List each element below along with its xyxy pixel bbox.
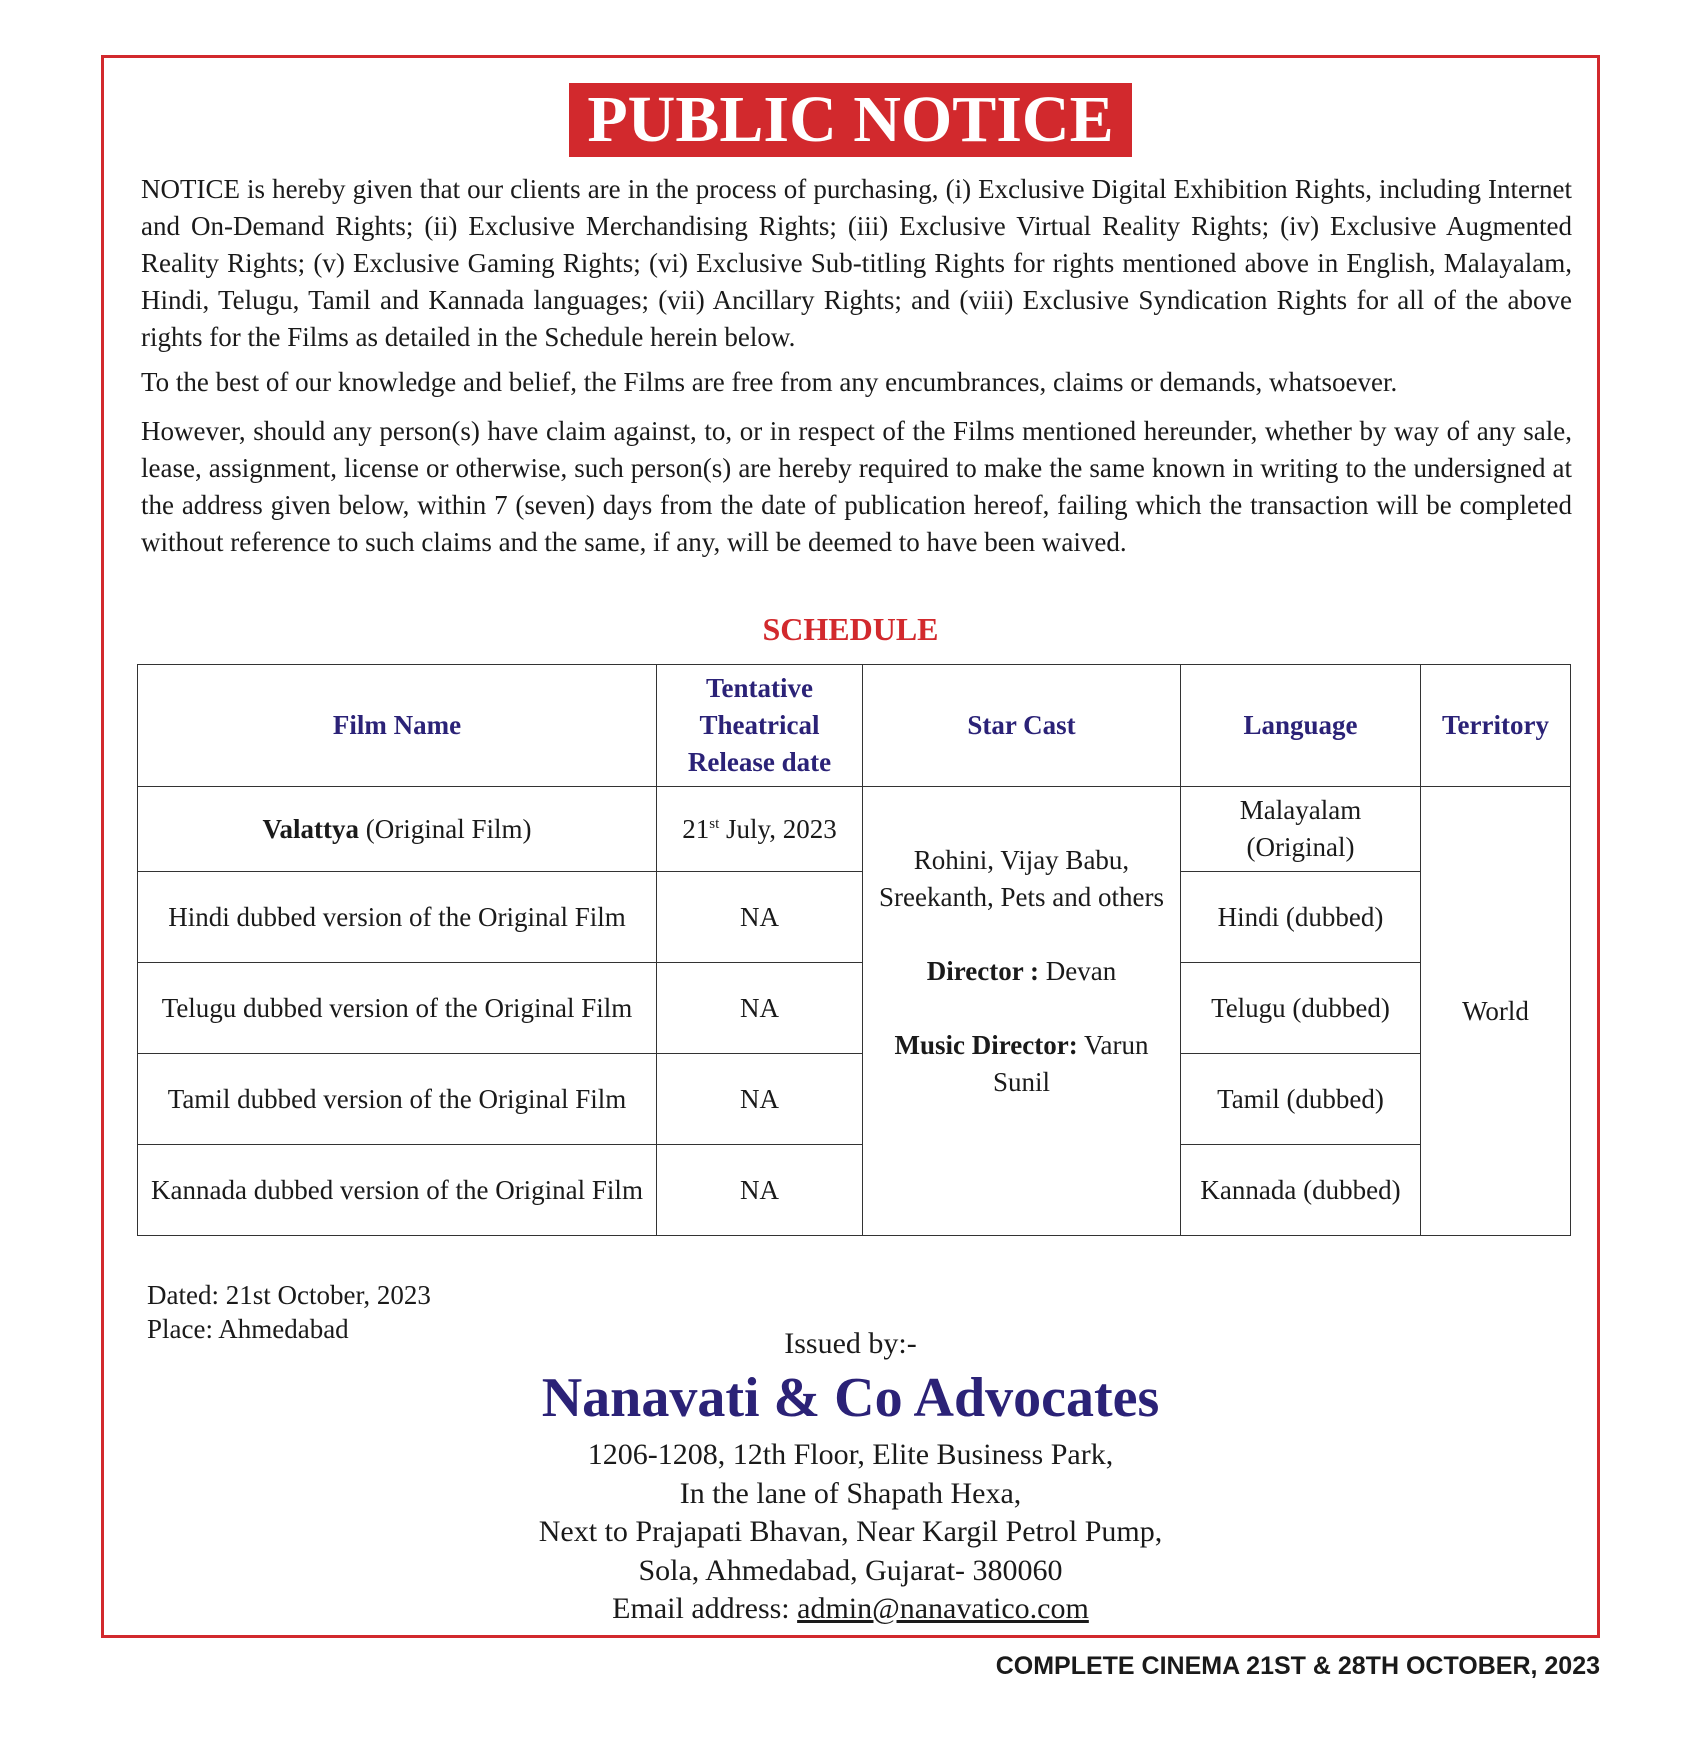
address-line-2: In the lane of Shapath Hexa, — [679, 1476, 1022, 1510]
notice-paragraph-2: To the best of our knowledge and belief, the Films are free from any encumbrances, claims or demands, whatsoever. — [141, 367, 1398, 397]
table-row — [138, 1054, 1571, 1145]
address-line-4: Sola, Ahmedabad, Gujarat- 380060 — [638, 1553, 1063, 1587]
email-link[interactable]: admin@nanavatico.com — [797, 1592, 1089, 1625]
schedule-table — [137, 664, 1571, 1236]
film-name-cell: Telugu dubbed version of the Original Film — [138, 963, 657, 1054]
language-cell: Tamil (dubbed) — [1181, 1054, 1421, 1145]
header-star-cast: Star Cast — [863, 665, 1181, 787]
film-name-cell — [138, 787, 657, 872]
notice-title: PUBLIC NOTICE — [569, 83, 1131, 157]
language-cell: Kannada (dubbed) — [1181, 1145, 1421, 1236]
music-director-name: Varun Sunil — [992, 1029, 1149, 1097]
release-date-cell: NA — [657, 963, 863, 1054]
release-date-cell: NA — [657, 1054, 863, 1145]
director-label: Director : — [926, 955, 1039, 986]
language-cell: Malayalam (Original) — [1181, 787, 1421, 872]
film-title-suffix: (Original Film) — [359, 813, 532, 844]
film-name-cell: Tamil dubbed version of the Original Film — [138, 1054, 657, 1145]
place-line: Place: Ahmedabad — [147, 1314, 349, 1344]
release-date-cell: NA — [657, 1145, 863, 1236]
film-name-cell: Hindi dubbed version of the Original Film — [138, 872, 657, 963]
address-line-1: 1206-1208, 12th Floor, Elite Business Park, — [587, 1438, 1114, 1471]
table-header-row — [138, 665, 1571, 787]
language-cell: Hindi (dubbed) — [1181, 872, 1421, 963]
email-line — [104, 1590, 1597, 1629]
film-title: Valattya — [262, 813, 360, 844]
film-name-cell: Kannada dubbed version of the Original Film — [138, 1145, 657, 1236]
release-date-cell: NA — [657, 872, 863, 963]
header-language: Language — [1181, 665, 1421, 787]
release-day-suffix: st — [709, 815, 720, 832]
header-release-line2: Theatrical — [699, 710, 820, 740]
issued-by: Issued by:- — [784, 1327, 917, 1360]
header-film-name: Film Name — [138, 665, 657, 787]
star-cast-cell — [863, 787, 1181, 1236]
table-row — [138, 787, 1571, 872]
music-director-label: Music Director: — [894, 1029, 1078, 1060]
release-date-cell — [657, 787, 863, 872]
title-wrap — [104, 83, 1597, 157]
territory-cell: World — [1421, 787, 1571, 1236]
address-block — [104, 1436, 1597, 1629]
release-month-year: July, 2023 — [719, 813, 837, 844]
notice-paragraph-3: However, should any person(s) have claim against, to, or in respect of the Films mentioned hereunder, whether by way of any sale, lease, assignment, license or otherwise, such person(s) are hereby required to make the same known in writing to the undersigned at the address given below, within 7 (seven) days from the date of publication hereof, failing which the transaction will be completed without reference to such claims and the same, if any, will be deemed to have been waived. — [141, 416, 1572, 557]
address-line-3: Next to Prajapati Bhavan, Near Kargil Petrol Pump, — [538, 1515, 1163, 1548]
director-name: Devan — [1038, 955, 1117, 986]
cast-list: Rohini, Vijay Babu, Sreekanth, Pets and others — [879, 844, 1164, 912]
schedule-heading: SCHEDULE — [762, 611, 939, 647]
header-release-line3: Release date — [687, 747, 832, 777]
table-row — [138, 1145, 1571, 1236]
director-line — [867, 953, 1176, 990]
table-row — [138, 872, 1571, 963]
dated-line: Dated: 21st October, 2023 — [147, 1280, 431, 1310]
header-release-date — [657, 665, 863, 787]
notice-frame — [101, 55, 1600, 1638]
header-release-line1: Tentative — [706, 673, 813, 703]
firm-name: Nanavati & Co Advocates — [541, 1367, 1160, 1429]
notice-paragraph-1: NOTICE is hereby given that our clients are in the process of purchasing, (i) Exclusive Digital Exhibition Rights, including Internet and On-Demand Rights; (ii) Exclusive Merchandising Rights; (iii) Exclusive Virtual Reality Rights; (iv) Exclusive Augmented Reality Rights; (v) Exclusive Gaming Rights; (vi) Exclusive Sub-titling Rights for rights mentioned above in English, Malayalam, Hindi, Telugu, Tamil and Kannada languages; (vii) Ancillary Rights; and (viii) Exclusive Syndication Rights for all of the above rights for the Films as detailed in the Schedule herein below. — [141, 174, 1572, 352]
language-cell: Telugu (dubbed) — [1181, 963, 1421, 1054]
table-row — [138, 963, 1571, 1054]
music-director-line — [867, 1027, 1176, 1101]
header-territory: Territory — [1421, 665, 1571, 787]
release-day: 21 — [682, 813, 710, 844]
publication-footer: COMPLETE CINEMA 21ST & 28TH OCTOBER, 2023 — [995, 1652, 1600, 1680]
email-label: Email address: — [612, 1592, 798, 1625]
